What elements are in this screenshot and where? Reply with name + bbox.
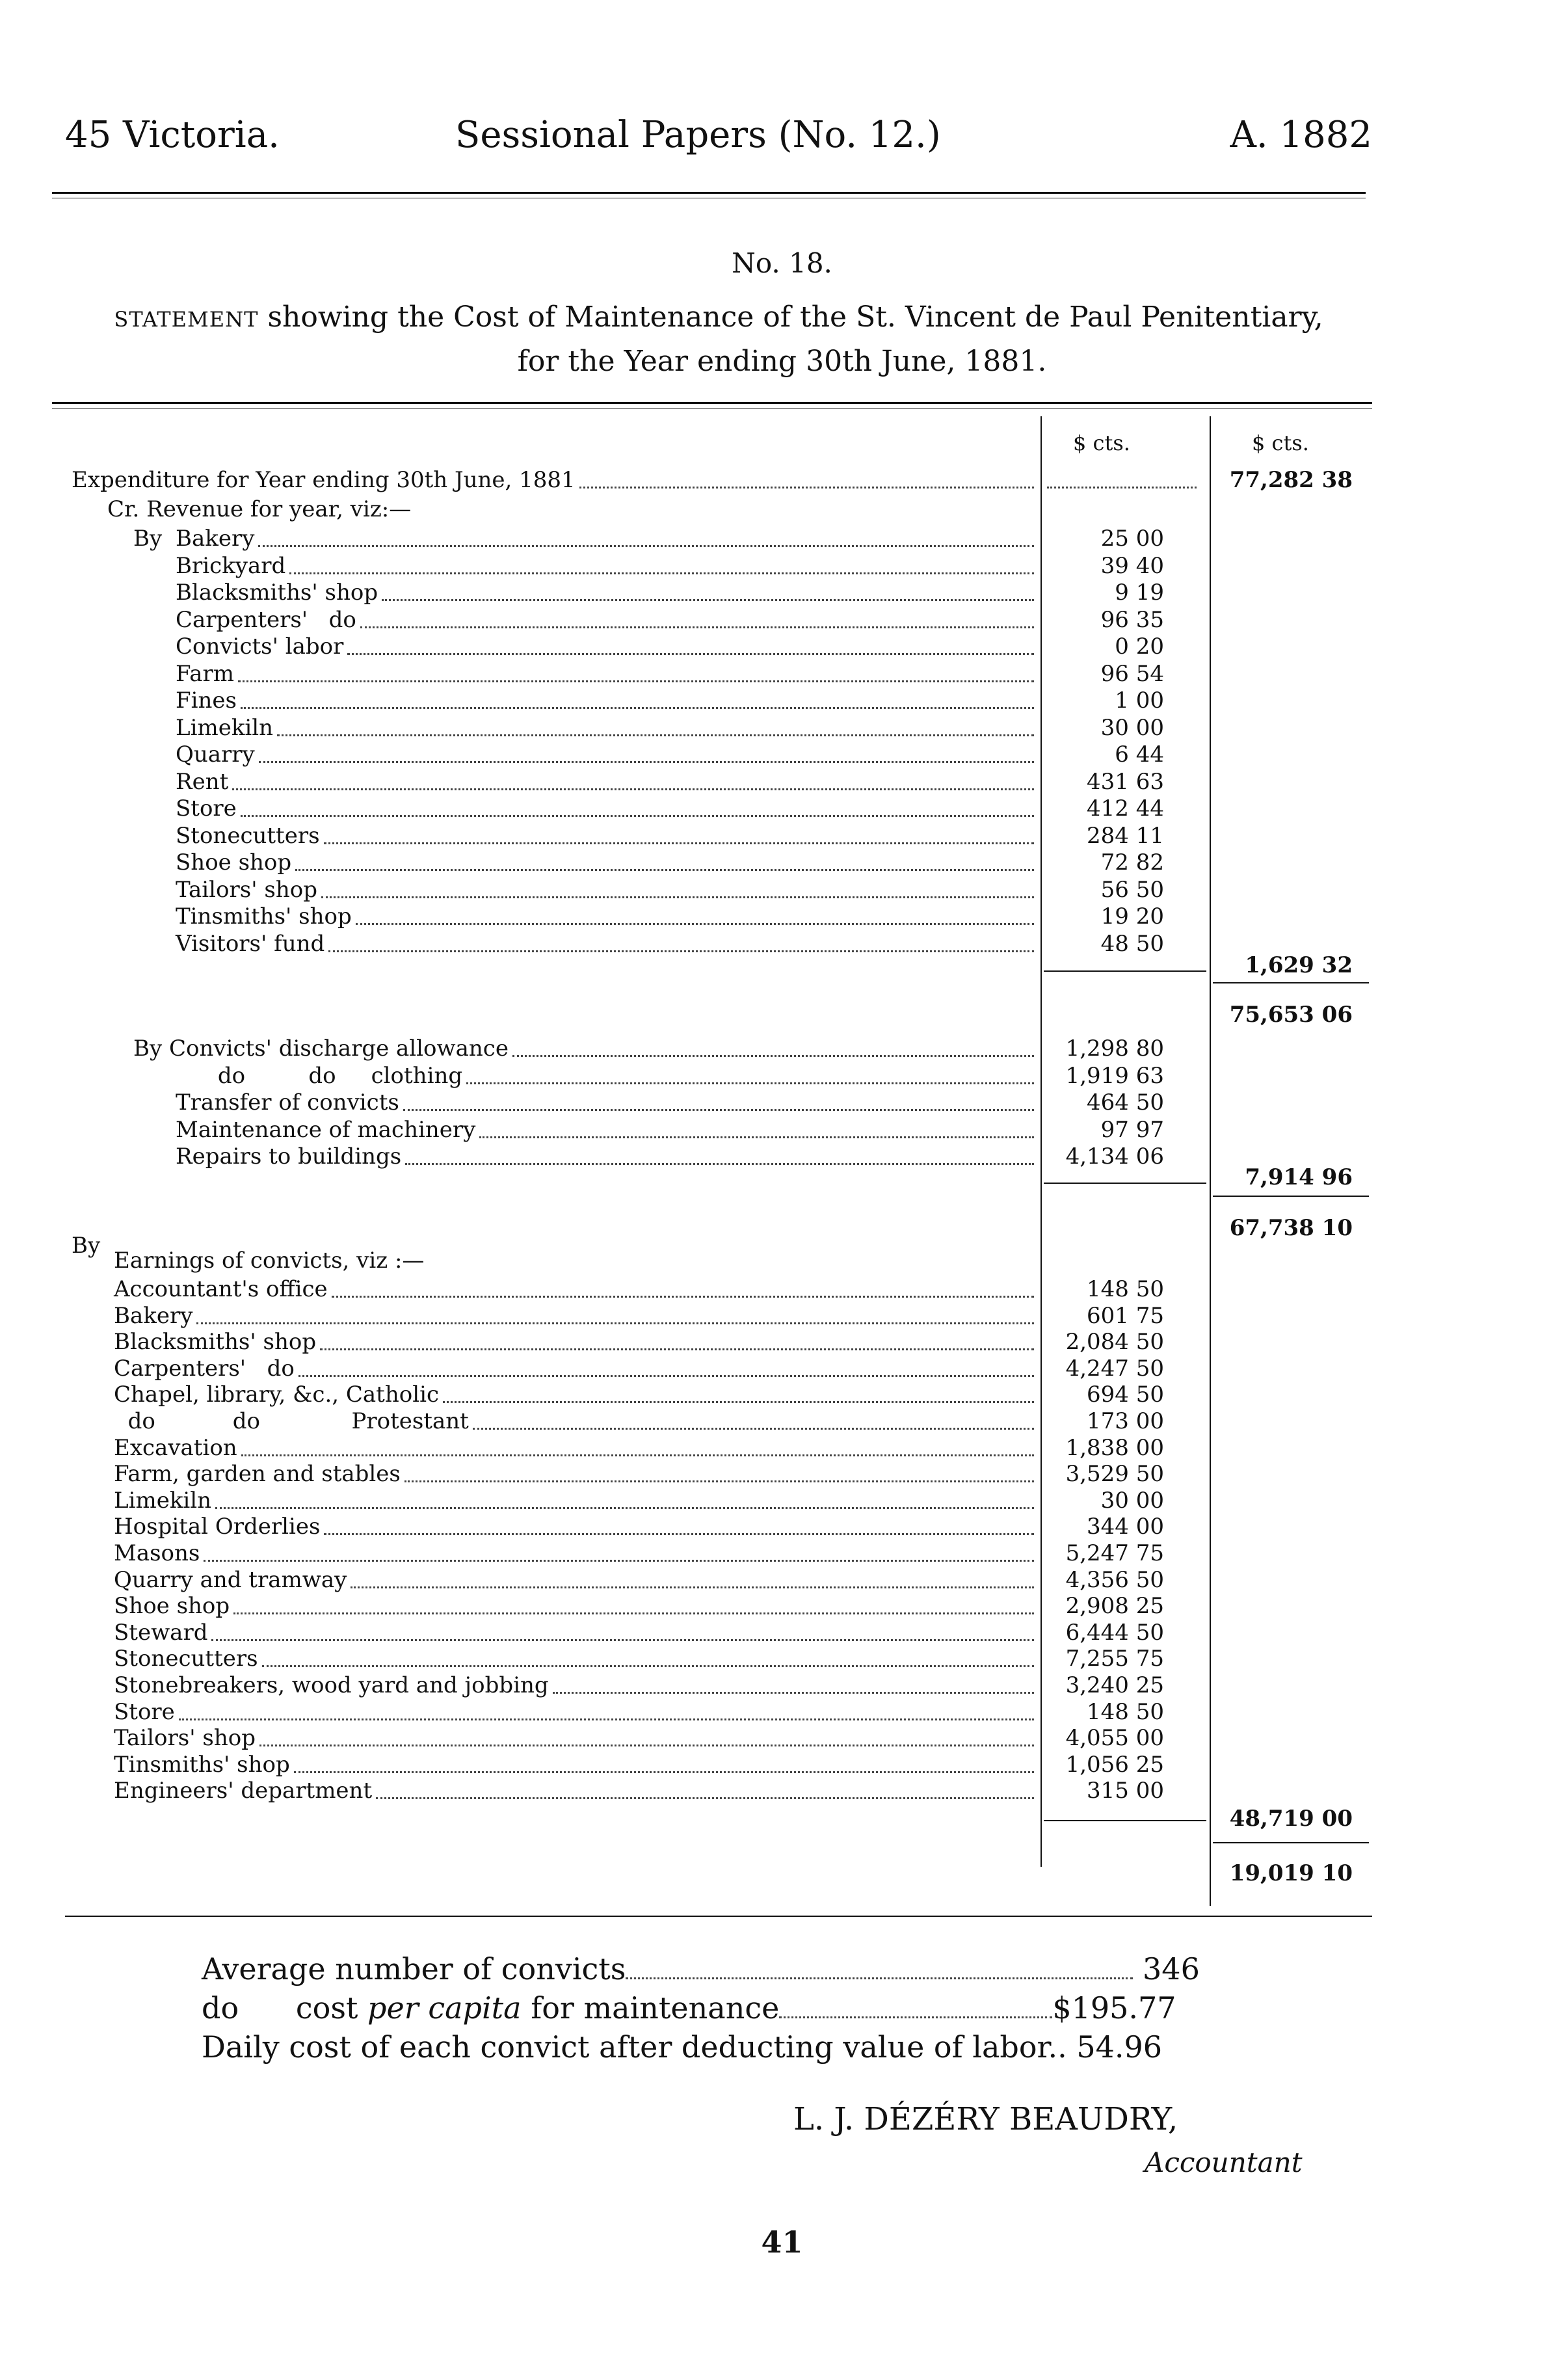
summary-leader (626, 1977, 1133, 1979)
amount-cell: 72 82 (1100, 849, 1164, 876)
revenue-item-label: Limekiln (176, 715, 274, 741)
earnings-item-label: Chapel, library, &c., Catholic (114, 1382, 439, 1408)
leader-dots (211, 1612, 1034, 1641)
earnings-item-label: Steward (114, 1620, 208, 1646)
header-session: 45 Victoria. (65, 114, 280, 156)
earnings-item-label: Masons (114, 1540, 200, 1566)
summary-average-convicts (202, 1951, 1200, 1986)
amount-cell: 0 20 (1115, 634, 1164, 660)
amount-cell: 97 97 (1100, 1117, 1164, 1143)
leader-dots (289, 545, 1034, 574)
signature-role: Accountant (1145, 2146, 1303, 2178)
revenue-balance: 75,653 06 (1229, 1002, 1353, 1028)
header-rule (52, 192, 1366, 198)
earnings-item-label: Quarry and tramway (114, 1567, 347, 1593)
leader-dots (382, 572, 1034, 601)
leader-dots (1047, 459, 1197, 488)
summary-daily-cost (202, 2029, 1162, 2065)
amount-cell: 431 63 (1087, 769, 1164, 795)
amount-cell: 39 40 (1100, 553, 1164, 579)
revenue-item-label: Fines (176, 688, 237, 714)
amount-cell: 412 44 (1087, 796, 1164, 822)
revenue-item-label: Visitors' fund (176, 931, 325, 957)
amount-cell: 6 44 (1115, 742, 1164, 768)
revenue-item-label: Bakery (176, 526, 255, 552)
document-subtitle: for the Year ending 30th June, 1881. (517, 345, 1047, 378)
summary-value: 346 (1143, 1951, 1200, 1986)
summary-label: Daily cost of each convict after deducting value of labor.. (202, 2029, 1067, 2065)
amount-cell: 96 35 (1100, 607, 1164, 633)
title-rule (52, 402, 1372, 408)
amount-cell: 3,529 50 (1065, 1461, 1164, 1487)
leader-dots (295, 842, 1034, 871)
earnings-balance: 19,019 10 (1229, 1860, 1353, 1886)
expenditure-total: 77,282 38 (1229, 467, 1353, 493)
document-title (65, 301, 1372, 334)
revenue-item-label: Carpenters' do (176, 607, 356, 633)
title-smallcaps: STATEMENT (114, 307, 259, 332)
leader-dots (262, 1638, 1034, 1667)
running-header (65, 114, 1372, 172)
leader-dots (233, 1585, 1034, 1614)
amount-cell: 30 00 (1100, 715, 1164, 741)
earnings-item-label: Excavation (114, 1435, 237, 1461)
revenue-item-label: Convicts' labor (176, 634, 344, 660)
earnings-item-label: Store (114, 1699, 175, 1725)
amount-cell: 2,908 25 (1065, 1593, 1164, 1619)
summary-value: 54.96 (1076, 2029, 1163, 2065)
revenue-prefix: By (133, 526, 163, 552)
earnings-item-label: Shoe shop (114, 1593, 230, 1619)
amount-cell: 19 20 (1100, 903, 1164, 929)
amount-cell: 5,247 75 (1065, 1540, 1164, 1566)
amount-cell: 4,055 00 (1065, 1725, 1164, 1751)
leader-dots (360, 599, 1034, 628)
leader-dots (351, 1559, 1034, 1588)
summary-label: for maintenance (521, 1990, 780, 2026)
revenue-item-label: Tailors' shop (176, 877, 317, 903)
revenue-subtotal-rule (1044, 970, 1206, 972)
allowance-item-label: do do clothing (176, 1063, 463, 1089)
leader-dots (258, 518, 1034, 547)
leader-dots (259, 734, 1034, 763)
amount-cell: 9 19 (1115, 580, 1164, 606)
allowances-subtotal-rule (1044, 1183, 1206, 1184)
leader-dots (320, 1321, 1034, 1350)
amount-cell: 4,247 50 (1065, 1356, 1164, 1382)
leader-dots (238, 653, 1034, 682)
leader-dots (404, 1453, 1034, 1482)
amount-cell: 173 00 (1087, 1408, 1164, 1434)
leader-dots (179, 1691, 1034, 1720)
earnings-item-label: Accountant's office (114, 1276, 328, 1302)
summary-leader (779, 2016, 1052, 2018)
revenue-balance-rule (1213, 982, 1369, 983)
revenue-item-label: Brickyard (176, 553, 286, 579)
leader-dots (473, 1400, 1034, 1430)
leader-dots (324, 815, 1034, 844)
earnings-item-label: Limekiln (114, 1488, 212, 1514)
leader-dots (204, 1532, 1034, 1562)
revenue-item-label: Tinsmiths' shop (176, 903, 352, 929)
leader-dots (324, 1506, 1034, 1535)
earnings-subtotal-rule (1044, 1820, 1206, 1821)
amount-cell: 284 11 (1087, 823, 1164, 849)
earnings-item-label: Stonebreakers, wood yard and jobbing (114, 1672, 549, 1698)
earnings-item-label: Stonecutters (114, 1646, 258, 1672)
allowances-balance-rule (1213, 1196, 1369, 1197)
leader-dots (232, 761, 1034, 790)
expenditure-label: Expenditure for Year ending 30th June, 1881 (72, 467, 576, 493)
column-header-2: $ cts. (1252, 431, 1309, 455)
amount-cell: 30 00 (1100, 1488, 1164, 1514)
amount-cell: 7,255 75 (1065, 1646, 1164, 1672)
earnings-prefix: By (72, 1233, 101, 1259)
leader-dots (512, 1028, 1034, 1057)
earnings-item-label: Tailors' shop (114, 1725, 256, 1751)
earnings-item-label: Farm, garden and stables (114, 1461, 401, 1487)
amount-cell: 4,134 06 (1065, 1143, 1164, 1170)
amount-cell: 344 00 (1087, 1514, 1164, 1540)
leader-dots (405, 1136, 1034, 1165)
earnings-item-label: Bakery (114, 1303, 193, 1329)
amount-cell: 601 75 (1087, 1303, 1164, 1329)
revenue-total: 1,629 32 (1245, 952, 1353, 978)
leader-dots (215, 1480, 1034, 1509)
allowances-total: 7,914 96 (1245, 1164, 1353, 1190)
summary-cost-per-capita (202, 1990, 1176, 2026)
amount-cell: 464 50 (1087, 1090, 1164, 1116)
amount-cell: 96 54 (1100, 661, 1164, 687)
amount-cell: 3,240 25 (1065, 1672, 1164, 1698)
amount-cell: 694 50 (1087, 1382, 1164, 1408)
allowance-item-label: By Convicts' discharge allowance (133, 1036, 509, 1062)
header-year: A. 1882 (1230, 114, 1372, 156)
amount-cell: 25 00 (1100, 526, 1164, 552)
summary-label: Average number of convicts (202, 1951, 626, 1986)
allowance-item-label: Repairs to buildings (176, 1143, 402, 1170)
amount-cell: 148 50 (1087, 1699, 1164, 1725)
earnings-item-label: do do Protestant (114, 1408, 469, 1434)
table-bottom-rule (65, 1916, 1372, 1917)
leader-dots (347, 626, 1034, 655)
earnings-item-label: Tinsmiths' shop (114, 1752, 290, 1778)
amount-cell: 1,919 63 (1065, 1063, 1164, 1089)
leader-dots (403, 1082, 1034, 1111)
earnings-balance-rule (1213, 1842, 1369, 1843)
amount-cell: 1,838 00 (1065, 1435, 1164, 1461)
amount-cell: 1 00 (1115, 688, 1164, 714)
document-number: No. 18. (732, 247, 832, 279)
allowance-item-label: Transfer of convicts (176, 1090, 399, 1116)
allowances-balance: 67,738 10 (1229, 1215, 1353, 1241)
revenue-heading: Cr. Revenue for year, viz:— (107, 496, 412, 522)
leader-dots (277, 707, 1034, 736)
header-publication: Sessional Papers (No. 12.) (455, 114, 941, 156)
earnings-total: 48,719 00 (1229, 1806, 1353, 1832)
summary-prefix: do cost (202, 1990, 368, 2026)
leader-dots (196, 1295, 1034, 1324)
leader-dots (241, 680, 1034, 709)
amount-cell: 1,298 80 (1065, 1036, 1164, 1062)
revenue-item-label: Blacksmiths' shop (176, 580, 378, 606)
amount-cell: 48 50 (1100, 931, 1164, 957)
leader-dots (479, 1109, 1034, 1138)
leader-dots (259, 1717, 1034, 1746)
amount-cell: 148 50 (1087, 1276, 1164, 1302)
revenue-item-label: Rent (176, 769, 229, 795)
amount-cell: 2,084 50 (1065, 1329, 1164, 1355)
summary-value: $195.77 (1052, 1990, 1176, 2026)
amount-cell: 4,356 50 (1065, 1567, 1164, 1593)
leader-dots (553, 1665, 1034, 1694)
revenue-item-label: Store (176, 796, 237, 822)
allowance-item-label: Maintenance of machinery (176, 1117, 476, 1143)
leader-dots (376, 1770, 1034, 1799)
revenue-item-label: Shoe shop (176, 849, 292, 876)
leader-dots (241, 1427, 1034, 1456)
amount-cell: 56 50 (1100, 877, 1164, 903)
earnings-heading: Earnings of convicts, viz :— (114, 1248, 425, 1274)
leader-dots (294, 1744, 1034, 1773)
revenue-item-label: Quarry (176, 742, 255, 768)
leader-dots (579, 459, 1034, 488)
leader-dots (298, 1348, 1034, 1377)
amount-cell: 6,444 50 (1065, 1620, 1164, 1646)
revenue-item-label: Farm (176, 661, 235, 687)
leader-dots (241, 788, 1034, 817)
signature-name: L. J. DÉZÉRY BEAUDRY, (793, 2101, 1178, 2137)
leader-dots (321, 869, 1034, 898)
earnings-item-label: Engineers' department (114, 1778, 373, 1804)
amount-cell: 1,056 25 (1065, 1752, 1164, 1778)
leader-dots (356, 896, 1034, 925)
earnings-item-label: Blacksmiths' shop (114, 1329, 317, 1355)
leader-dots (466, 1055, 1034, 1084)
page-number: 41 (761, 2225, 803, 2260)
amount-cell: 315 00 (1087, 1778, 1164, 1804)
title-text: showing the Cost of Maintenance of the St. Vincent de Paul Penitentiary, (267, 301, 1323, 334)
column-rule-2 (1210, 416, 1211, 1906)
revenue-item-label: Stonecutters (176, 823, 320, 849)
summary-italic: per capita (367, 1990, 522, 2026)
leader-dots (443, 1374, 1034, 1403)
earnings-item-label: Hospital Orderlies (114, 1514, 321, 1540)
leader-dots (332, 1268, 1034, 1298)
earnings-item-label: Carpenters' do (114, 1356, 295, 1382)
leader-dots (328, 923, 1034, 952)
column-header-1: $ cts. (1073, 431, 1130, 455)
